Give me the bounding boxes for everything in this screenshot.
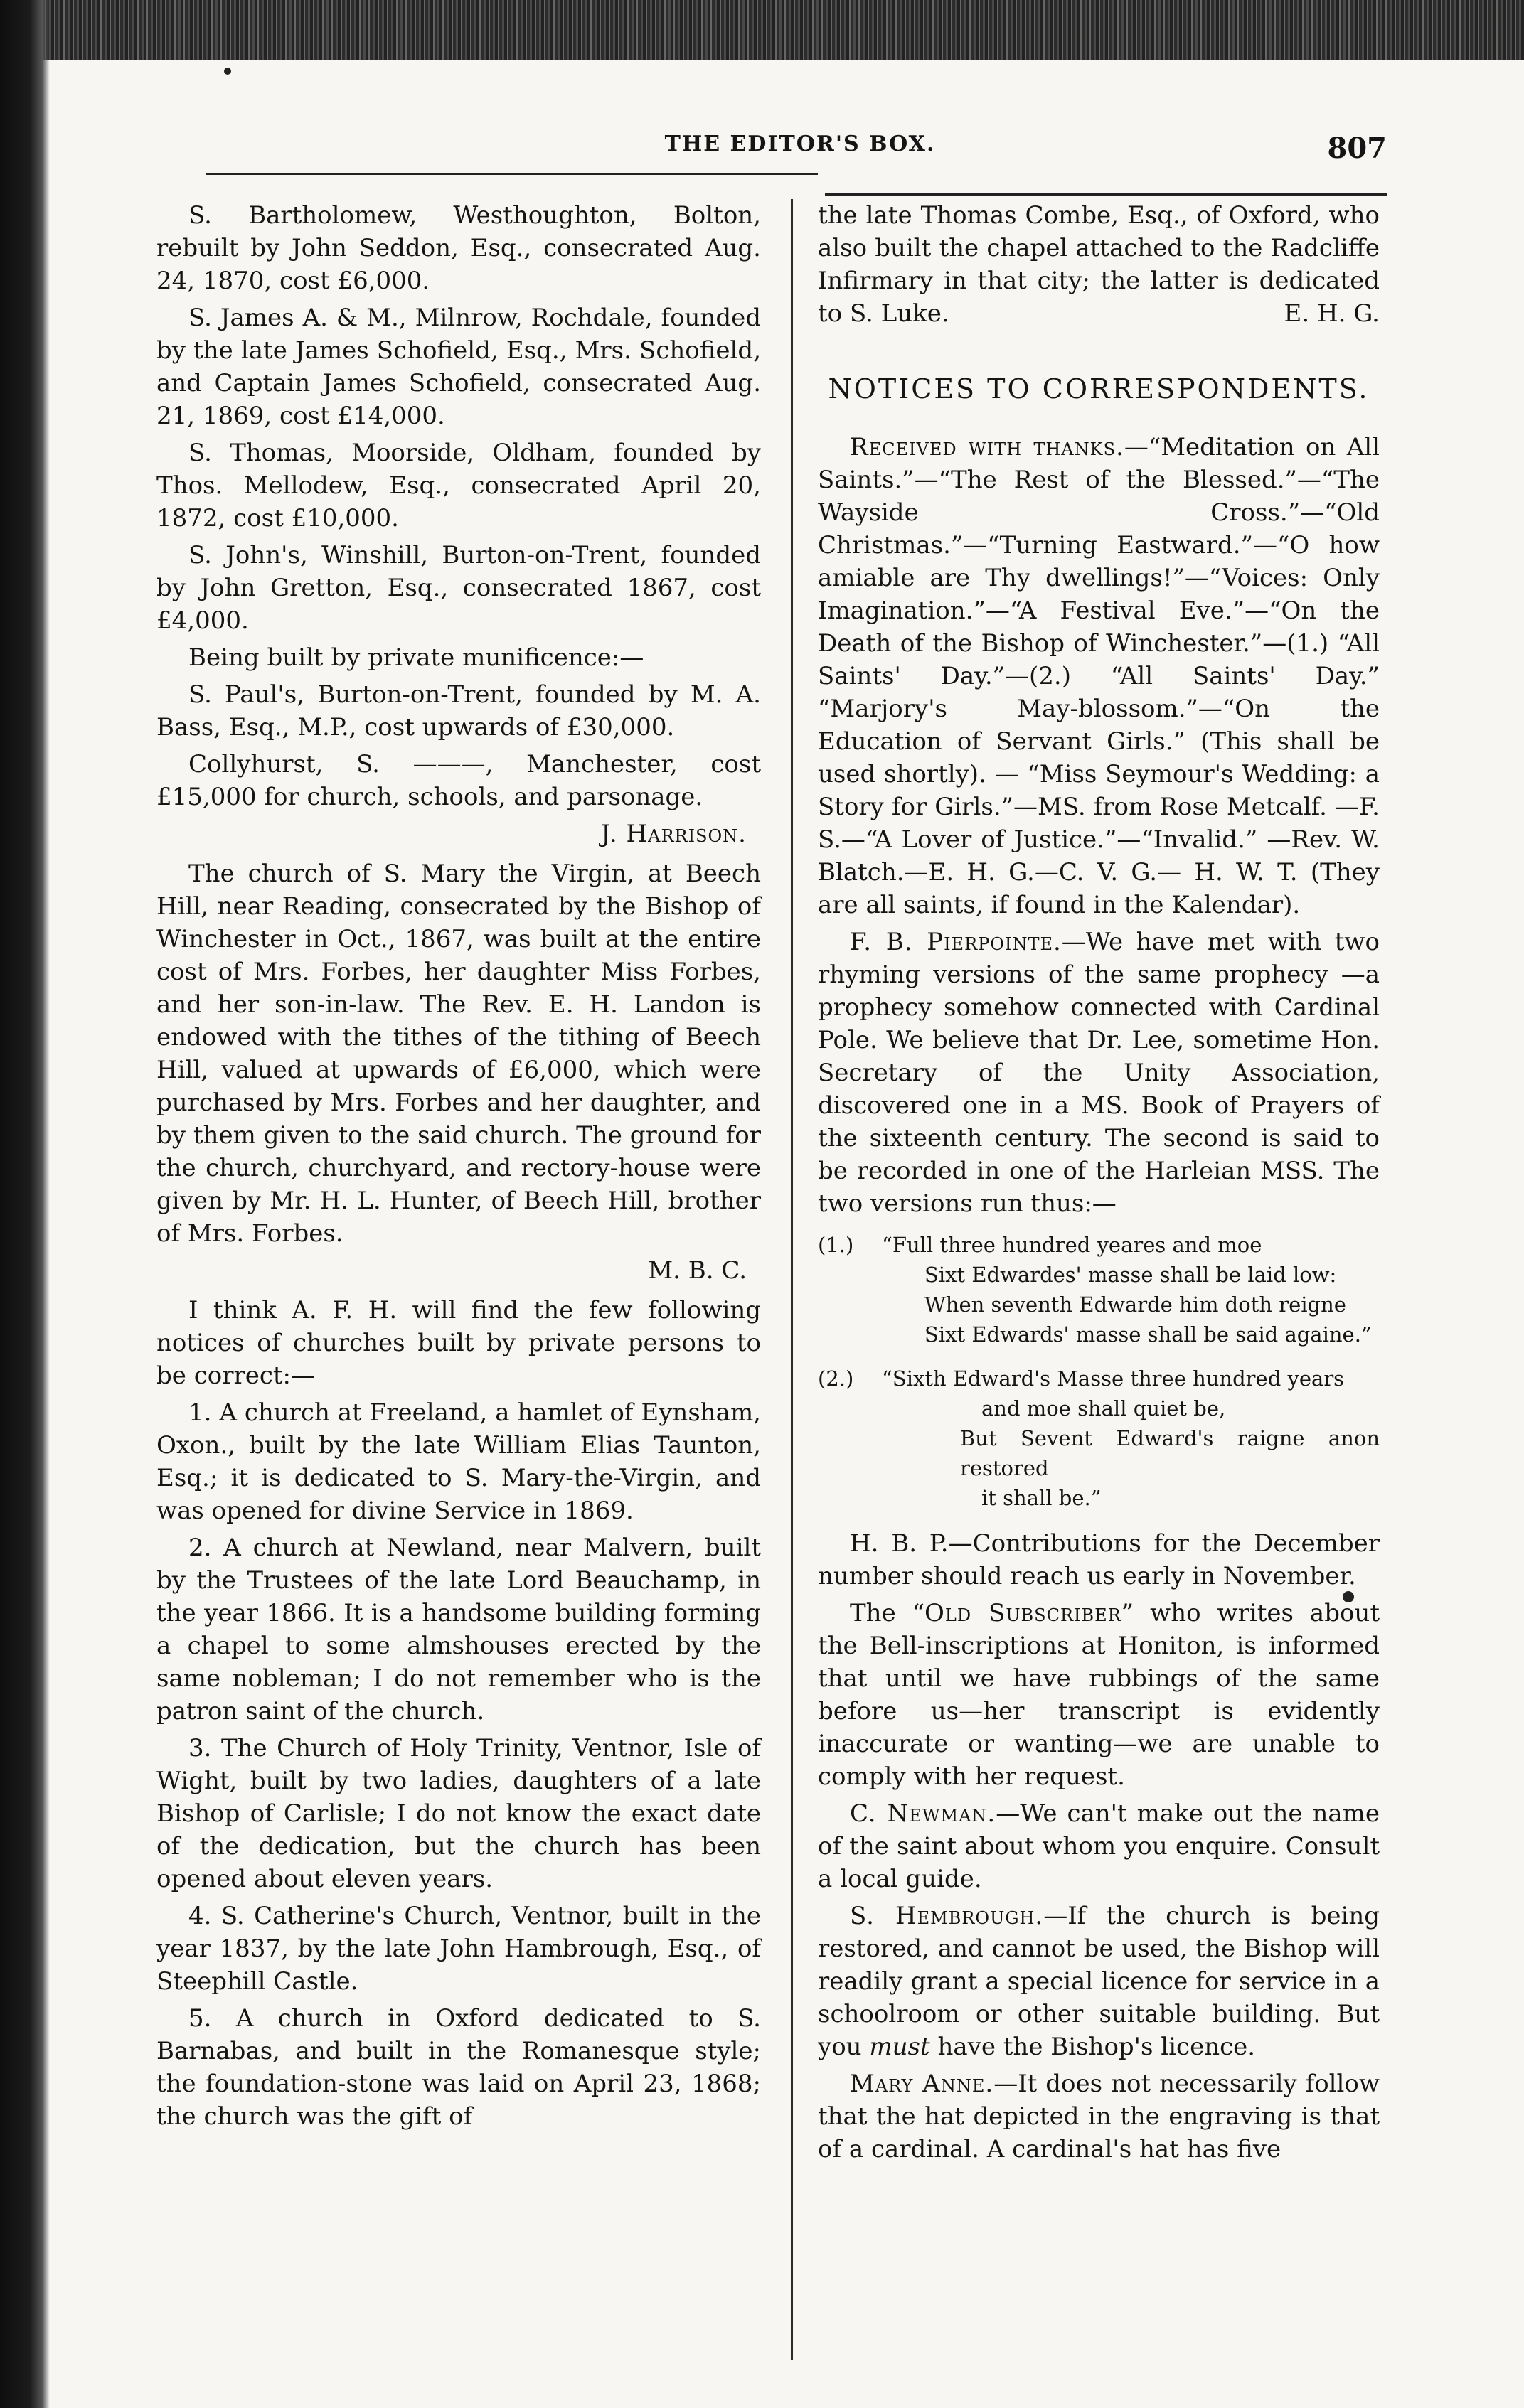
verse-line: “Full three hundred yeares and moe [882,1233,1262,1257]
notice-pierpointe [818,926,1380,1220]
emphasis: must [869,2033,930,2061]
notice-old-subscriber [818,1597,1380,1793]
notice-hembrough [818,1900,1380,2063]
scan-binding-shadow [0,0,50,2408]
notice-received [818,431,1380,921]
notice-newman [818,1797,1380,1895]
notice-text: ” who writes about the Bell-inscriptions at Honiton, is informed that until we have rubbings of the same before us—her transcript is evidently inaccurate or wanting—we are unable to comply with her request. [818,1599,1380,1791]
beech-hill-paragraph: The church of S. Mary the Virgin, at Beech Hill, near Reading, consecrated by the Bishop of Winchester in Oct., 1867, was built at the entire cost of Mrs. Forbes, her daughter Miss Forbes, and her son-in-law. The Rev. E. H. Landon is endowed with the tithes of the tithing of Beech Hill, valued at upwards of £6,000, which were purchased by Mrs. Forbes and her daughter, and by them given to the said church. The ground for the church, churchyard, and rectory-house were given by Mr. H. L. Hunter, of Beech Hill, brother of Mrs. Forbes. [156,860,761,1248]
page-number: 807 [1327,132,1387,165]
signature: E. H. G. [1284,299,1380,328]
intro-paragraph: I think A. F. H. will find the few following notices of churches built by private persons to be correct:— [156,1296,761,1390]
verse-line: But Sevent Edward's raigne anon restored [960,1426,1380,1480]
verse-line: and moe shall quiet be, [981,1396,1226,1420]
notice-label: C. Newman. [850,1799,996,1828]
column-divider [791,199,793,2360]
notice-label: F. B. Pierpointe. [850,928,1062,956]
header-rule-left [206,173,818,175]
verse-number: (1.) [818,1233,854,1257]
church-entry: S. James A. & M., Milnrow, Rochdale, founded by the late James Schofield, Esq., Mrs. Schofield, and Captain James Schofield, consecrated Aug. 21, 1869, cost £14,000. [156,304,761,430]
church-entry: S. John's, Winshill, Burton-on-Trent, founded by John Gretton, Esq., consecrated 1867, cost £4,000. [156,541,761,635]
verse-line: “Sixth Edward's Masse three hundred years [882,1366,1345,1391]
continuation-text: the late Thomas Combe, Esq., of Oxford, who also built the chapel attached to the Radcliffe Infirmary in that city; the latter is dedicated to S. Luke. [818,201,1380,328]
numbered-item: 1. A church at Freeland, a hamlet of Eynsham, Oxon., built by the late William Elias Taunton, Esq.; it is dedicated to S. Mary-the-Virgin, and was opened for divine Service in 1869. [156,1398,761,1525]
notice-label: S. Hembrough. [850,1902,1044,1930]
left-column [156,199,761,2137]
verse-one [818,1230,1380,1349]
church-entry: S. Bartholomew, Westhoughton, Bolton, rebuilt by John Seddon, Esq., consecrated Aug. 24, 1870, cost £6,000. [156,201,761,295]
notice-text: The “ [850,1599,925,1627]
numbered-item: 2. A church at Newland, near Malvern, built by the Trustees of the late Lord Beauchamp, in the year 1866. It is a handsome building forming a chapel to some almshouses erected by the same nobleman; I do not remember who is the patron saint of the church. [156,1534,761,1725]
verse-line: Sixt Edwards' masse shall be said againe.” [924,1322,1372,1347]
signature: J. Harrison. [600,820,747,848]
numbered-item: 5. A church in Oxford dedicated to S. Barnabas, and built in the Romanesque style; the foundation-stone was laid on April 23, 1868; the church was the gift of [156,2004,761,2131]
notice-mary-anne [818,2067,1380,2166]
ink-speck [224,68,231,75]
notice-text: —If the church is being restored, and cannot be used, the Bishop will readily grant a special licence for service in a schoolroom or other suitable building. But you [818,1902,1380,2061]
notice-label: Mary Anne. [850,2070,994,2098]
church-entry: Being built by private munificence:— [188,643,644,672]
notice-text: have the Bishop's licence. [929,2033,1256,2061]
numbered-item: 4. S. Catherine's Church, Ventnor, built in the year 1837, by the late John Hambrough, Esq., of Steephill Castle. [156,1902,761,1996]
notice-hbp [818,1527,1380,1593]
notice-text: —“Meditation on All Saints.”—“The Rest of the Blessed.”—“The Wayside Cross.”—“Old Christmas.”—“Turning Eastward.”—“O how amiable are Thy dwellings!”—“Voices: Only Imagination.”—“A Festival Eve.”—“On the Death of the Bishop of Winchester.”—(1.) “All Saints' Day.”—(2.) “All Saints' Day.” “Marjory's May-blossom.”—“On the Education of Servant Girls.” (This shall be used shortly). — “Miss Seymour's Wedding: a Story for Girls.”—MS. from Rose Metcalf. —F. S.—“A Lover of Justice.”—“Invalid.” —Rev. W. Blatch.—E. H. G.—C. V. G.— H. W. T. (They are all saints, if found in the Kalendar). [818,433,1380,919]
verse-number: (2.) [818,1366,854,1391]
verse-two [818,1364,1380,1513]
scan-top-edge [0,0,1524,60]
right-column [818,199,1380,2170]
notice-label: H. B. P. [850,1529,949,1558]
notice-label: Old Subscriber [924,1599,1121,1627]
notice-text: —It does not necessarily follow that the hat depicted in the engraving is that of a cardinal. A cardinal's hat has five [818,2070,1380,2163]
numbered-item: 3. The Church of Holy Trinity, Ventnor, Isle of Wight, built by two ladies, daughters of a late Bishop of Carlisle; I do not know the exact date of the dedication, but the church has been opened about eleven years. [156,1734,761,1893]
notice-label: Received with thanks. [850,433,1124,461]
notice-text: —Contributions for the December number should reach us early in November. [818,1529,1380,1590]
signature: M. B. C. [648,1256,747,1285]
church-entry: Collyhurst, S. ———, Manchester, cost £15,000 for church, schools, and parsonage. [156,750,761,811]
verse-line: it shall be.” [981,1486,1102,1510]
notice-text: —We can't make out the name of the saint about whom you enquire. Consult a local guide. [818,1799,1380,1893]
verse-line: Sixt Edwardes' masse shall be laid low: [924,1263,1337,1287]
section-title: NOTICES TO CORRESPONDENTS. [828,373,1370,405]
running-title: THE EDITOR'S BOX. [664,132,936,156]
church-entry: S. Thomas, Moorside, Oldham, founded by Thos. Mellodew, Esq., consecrated April 20, 1872, cost £10,000. [156,439,761,533]
church-entry: S. Paul's, Burton-on-Trent, founded by M. A. Bass, Esq., M.P., cost upwards of £30,000. [156,680,761,742]
header-rule-right [825,193,1387,196]
continuation-paragraph [818,199,1380,330]
notice-text: —We have met with two rhyming versions of the same prophecy —a prophecy somehow connected with Cardinal Pole. We believe that Dr. Lee, sometime Hon. Secretary of the Unity Association, discovered one in a MS. Book of Prayers of the sixteenth century. The second is said to be recorded in one of the Harleian MSS. The two versions run thus:— [818,928,1380,1218]
verse-line: When seventh Edwarde him doth reigne [924,1293,1346,1317]
